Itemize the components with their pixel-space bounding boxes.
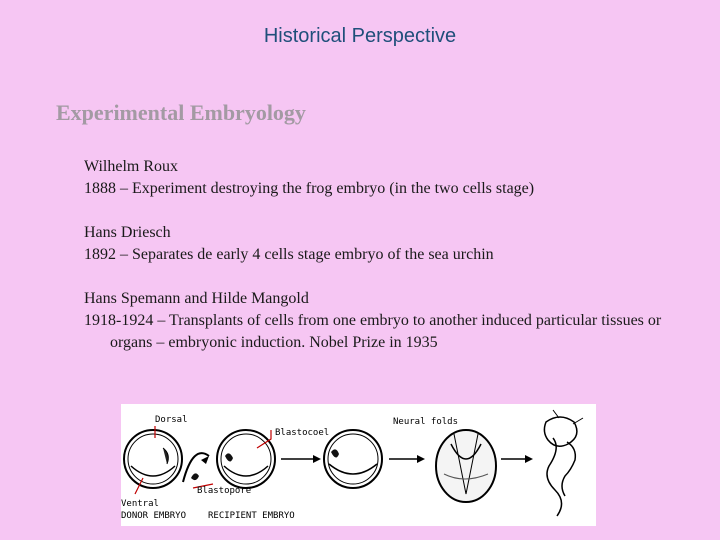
entry-roux [84,156,684,200]
embryo-diagram [121,404,596,526]
label-neural-folds: Neural folds [393,417,459,427]
neurula-drawing [436,430,496,502]
label-blastocoel: Blastocoel [275,428,330,438]
entry-text: 1888 – Experiment destroying the frog embryo (in the two cells stage) [84,180,535,197]
label-dorsal: Dorsal [155,415,188,425]
entry-name: Wilhelm Roux [84,158,179,175]
entry-driesch [84,222,684,266]
entry-text: 1892 – Separates de early 4 cells stage embryo of the sea urchin [84,246,494,263]
label-donor: DONOR EMBRYO [121,511,187,521]
entry-text: 1918-1924 – Transplants of cells from one embryo to another induced particular tissues or organs – embryonic induction. Nobel Prize in 1935 [84,312,662,351]
label-recipient: RECIPIENT EMBRYO [208,511,295,521]
entries-list [84,156,684,376]
gastrula-drawing [324,430,382,488]
entry-name: Hans Spemann and Hilde Mangold [84,290,309,307]
slide-title: Historical Perspective [263,25,457,47]
entry-spemann-mangold [84,288,684,354]
entry-name: Hans Driesch [84,224,171,241]
embryo-transplant-figure [121,404,596,526]
donor-embryo-drawing [124,430,182,488]
transfer-arrow [183,453,209,482]
label-ventral: Ventral [121,499,159,509]
larvae-drawing [544,410,583,516]
label-blastopore: Blastopore [197,486,252,496]
section-title: Experimental Embryology [56,100,306,125]
recipient-embryo-drawing [217,430,275,488]
